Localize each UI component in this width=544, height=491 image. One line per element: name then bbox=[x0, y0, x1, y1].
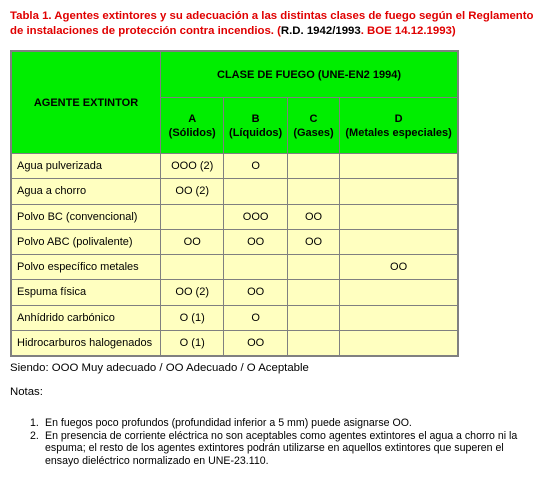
rating-a: OO bbox=[161, 230, 223, 254]
note-item bbox=[30, 430, 540, 468]
caption-reference: R.D. 1942/1993 bbox=[280, 25, 361, 37]
class-letter: B bbox=[251, 112, 260, 125]
table-row bbox=[12, 179, 457, 203]
agent-name: Espuma física bbox=[12, 280, 160, 304]
rating-d bbox=[340, 331, 457, 355]
rating-c bbox=[288, 280, 339, 304]
rating-a: OO (2) bbox=[161, 280, 223, 304]
notes-label: Notas: bbox=[10, 386, 43, 398]
caption-text: Tabla 1. Agentes extintores y su adecuación a las distintas clases de fuego según el Reglamento de instalaciones de protección contra incendios. ( bbox=[10, 10, 534, 37]
agent-name: Polvo ABC (polivalente) bbox=[12, 230, 160, 254]
agent-name: Anhídrido carbónico bbox=[12, 306, 160, 330]
rating-d bbox=[340, 280, 457, 304]
rating-d bbox=[340, 230, 457, 254]
rating-legend: Siendo: OOO Muy adecuado / OO Adecuado / O Aceptable bbox=[10, 362, 309, 374]
rating-b: OO bbox=[224, 331, 286, 355]
note-text: En fuegos poco profundos (profundidad inferior a 5 mm) puede asignarse OO. bbox=[45, 417, 412, 429]
rating-a: OOO (2) bbox=[161, 154, 223, 178]
class-desc: (Metales especiales) bbox=[345, 126, 452, 139]
agent-name: Polvo BC (convencional) bbox=[12, 205, 160, 229]
table-row bbox=[12, 331, 457, 355]
notes-list bbox=[30, 417, 540, 467]
note-number: 1. bbox=[30, 417, 39, 429]
class-header-d bbox=[340, 98, 457, 153]
class-letter: D bbox=[394, 112, 403, 125]
table-row bbox=[12, 306, 457, 330]
rating-b: OO bbox=[224, 280, 286, 304]
table-row bbox=[12, 205, 457, 229]
class-header-b bbox=[224, 98, 286, 153]
class-header-a bbox=[161, 98, 223, 153]
rating-b bbox=[224, 179, 286, 203]
rating-c: OO bbox=[288, 205, 339, 229]
agent-name: Hidrocarburos halogenados bbox=[12, 331, 160, 355]
rating-c bbox=[288, 306, 339, 330]
class-desc: (Sólidos) bbox=[168, 126, 216, 139]
table-row bbox=[12, 280, 457, 304]
rating-b: OOO bbox=[224, 205, 286, 229]
rating-d bbox=[340, 205, 457, 229]
agent-name: Agua a chorro bbox=[12, 179, 160, 203]
rating-a bbox=[161, 255, 223, 279]
rating-b: O bbox=[224, 154, 286, 178]
note-text: En presencia de corriente eléctrica no son aceptables como agentes extintores el agua a chorro ni la espuma; el resto de los agentes extintores podrán utilizarse en aquellos extintores que superen el ensayo dieléctrico normalizado en UNE-23.110. bbox=[45, 429, 518, 467]
class-letter: C bbox=[309, 112, 318, 125]
rating-c: OO bbox=[288, 230, 339, 254]
agent-column-header: AGENTE EXTINTOR bbox=[12, 52, 160, 153]
table-row bbox=[12, 154, 457, 178]
fire-class-header: CLASE DE FUEGO (UNE-EN2 1994) bbox=[161, 52, 457, 97]
rating-a: O (1) bbox=[161, 331, 223, 355]
note-item bbox=[30, 417, 540, 430]
class-desc: (Líquidos) bbox=[229, 126, 283, 139]
rating-a: O (1) bbox=[161, 306, 223, 330]
class-letter: A bbox=[188, 112, 197, 125]
class-header-c bbox=[288, 98, 339, 153]
rating-c bbox=[288, 255, 339, 279]
rating-a bbox=[161, 205, 223, 229]
fire-class-table bbox=[11, 51, 458, 356]
table-row bbox=[12, 255, 457, 279]
agent-name: Polvo específico metales bbox=[12, 255, 160, 279]
table-row bbox=[12, 230, 457, 254]
class-desc: (Gases) bbox=[293, 126, 334, 139]
table-caption bbox=[10, 9, 538, 39]
rating-d bbox=[340, 179, 457, 203]
rating-d bbox=[340, 306, 457, 330]
fire-class-table-container bbox=[10, 50, 459, 357]
rating-b: O bbox=[224, 306, 286, 330]
rating-c bbox=[288, 331, 339, 355]
rating-b bbox=[224, 255, 286, 279]
note-number: 2. bbox=[30, 429, 39, 442]
caption-text-end: . BOE 14.12.1993) bbox=[360, 25, 456, 37]
rating-a: OO (2) bbox=[161, 179, 223, 203]
rating-c bbox=[288, 179, 339, 203]
rating-d bbox=[340, 154, 457, 178]
agent-name: Agua pulverizada bbox=[12, 154, 160, 178]
rating-b: OO bbox=[224, 230, 286, 254]
rating-d: OO bbox=[340, 255, 457, 279]
rating-c bbox=[288, 154, 339, 178]
